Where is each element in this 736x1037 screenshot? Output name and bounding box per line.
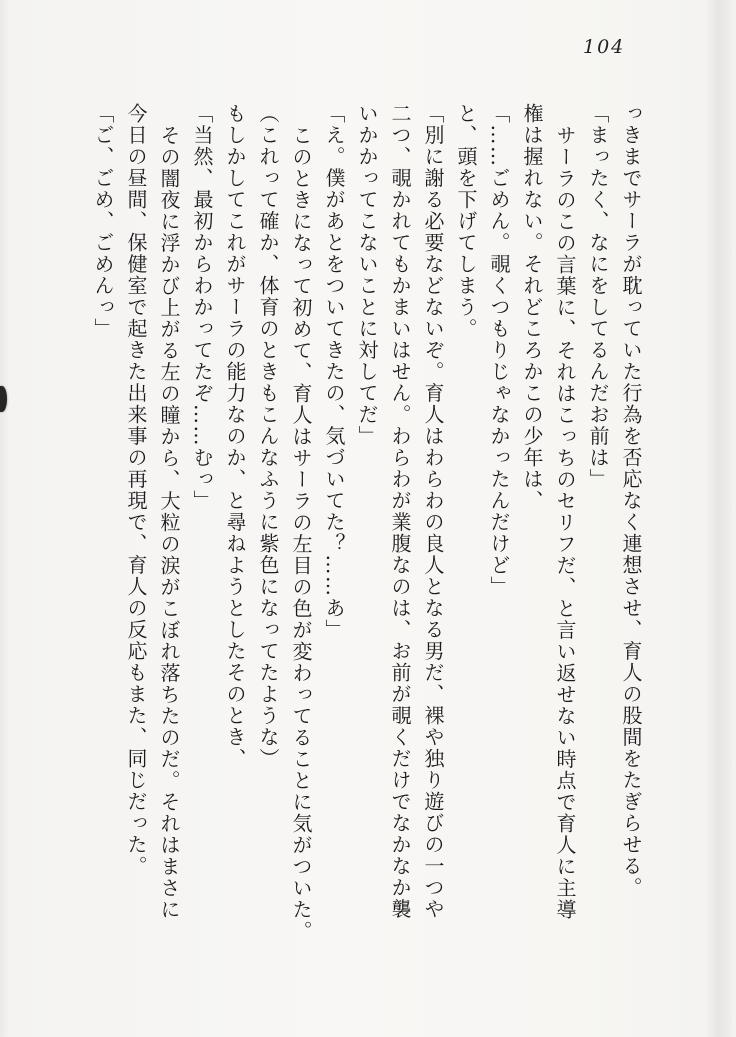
text-line: 今日の昼間、保健室で起きた出来事の再現で、育人の反応もまた、同じだった。: [124, 103, 148, 877]
vertical-text-block: [86, 103, 647, 948]
text-line: 「え。僕があとをついてきたの、気づいてた？……あ」: [322, 103, 346, 641]
text-line: 「ご、ごめ、ごめんっ」: [91, 103, 115, 340]
text-line: その闇夜に浮かび上がる左の瞳から、大粒の涙がこぼれ落ちたのだ。それはまさに: [157, 125, 181, 921]
text-line: 「……ごめん。覗くつもりじゃなかったんだけど」: [487, 103, 511, 598]
text-line: 「まったく、なにをしてるんだお前は」: [586, 103, 610, 490]
text-line: サーラのこの言葉に、それはこっちのセリフだ、と言い返せない時点で育人に主導: [553, 125, 577, 921]
text-line: 権は握れない。それどころかこの少年は、: [520, 103, 544, 512]
text-line: 「当然、最初からわかってたぞ……むっ」: [190, 103, 214, 512]
page-number: 104: [583, 36, 626, 58]
text-line: いかかってこないことに対してだ」: [355, 103, 379, 447]
text-line: （これって確か、体育のときもこんなふうに紫色になってたような）: [256, 103, 280, 770]
text-line: っきまでサーラが耽っていた行為を否応なく連想させ、育人の股間をたぎらせる。: [619, 103, 643, 899]
text-line: このときになって初めて、育人はサーラの左目の色が変わってることに気がついた。: [289, 125, 313, 942]
text-line: もしかしてこれがサーラの能力なのか、と尋ねようとしたそのとき、: [223, 103, 247, 770]
text-line: と、頭を下げてしまう。: [454, 103, 478, 340]
text-line: 二つ、覗かれてもかまいはせん。わらわが業腹なのは、お前が覗くだけでなかなか襲: [388, 103, 412, 920]
text-line: 「別に謝る必要などないぞ。育人はわらわの良人となる男だ、裸や独り遊びの一つや: [421, 103, 445, 920]
